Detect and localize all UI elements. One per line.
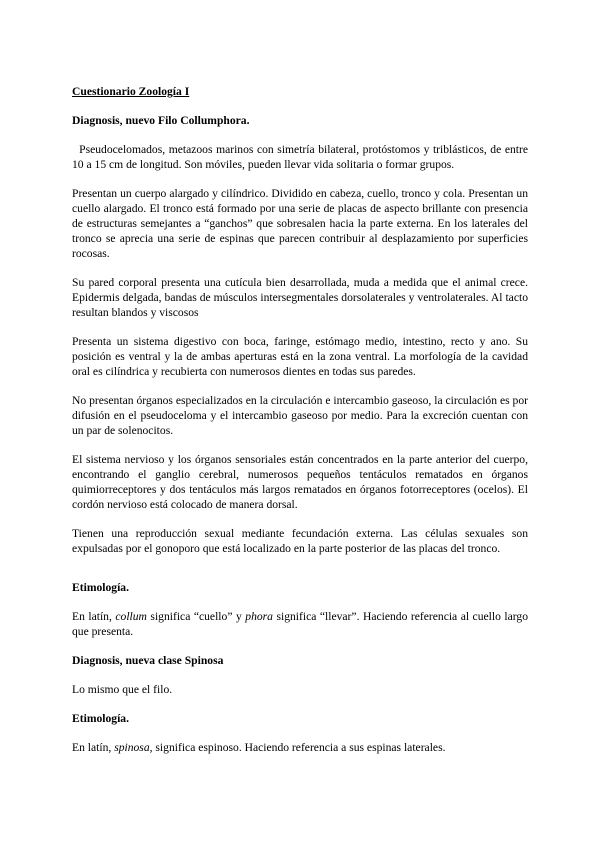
latin-term-phora: phora [245, 610, 273, 623]
phylum-diagnosis-heading: Diagnosis, nuevo Filo Collumphora. [72, 114, 250, 127]
etymology-text-post: significa “llevar”. Haciendo referencia al cuello largo que presenta. [72, 610, 528, 638]
diagnosis-paragraph-7: Tienen una reproducción sexual mediante fecundación externa. Las células sexuales son expulsadas por el gonoporo que está localizado en la parte posterior de las placas del tronco. [72, 527, 528, 555]
class-diagnosis-heading: Diagnosis, nueva clase Spinosa [72, 654, 224, 667]
class-etymology-heading: Etimología. [72, 712, 130, 725]
etymology-text-mid: significa “cuello” y [146, 610, 246, 623]
latin-term-spinosa: spinosa [114, 741, 150, 754]
diagnosis-paragraph-6: El sistema nervioso y los órganos sensoriales están concentrados en la parte anterior del cuerpo, encontrando el ganglio cerebral, numerosos pequeños tentáculos rematados en órganos quimiorreceptores y dos tentáculos más largos rematados en órganos fotorreceptores (ocelos). El cordón nervioso está colocado de manera dorsal. [72, 453, 528, 511]
etymology2-text-post: , significa espinoso. Haciendo referencia a sus espinas laterales. [149, 741, 446, 754]
phylum-etymology-heading: Etimología. [72, 581, 130, 594]
etymology-text-pre: En latín, [72, 610, 116, 623]
diagnosis-paragraph-4: Presenta un sistema digestivo con boca, faringe, estómago medio, intestino, recto y ano. Su posición es ventral y la de ambas aperturas está en la zona ventral. La morfología de la cavidad oral es cilíndrica y recubierta con numerosos dientes en todas sus paredes. [72, 335, 528, 378]
diagnosis-paragraph-2: Presentan un cuerpo alargado y cilíndrico. Dividido en cabeza, cuello, tronco y cola. Presentan un cuello alargado. El tronco está formado por una serie de placas de aspecto brillante con presencia de estructuras semejantes a “ganchos” que sobresalen hacia la parte externa. En los laterales del tronco se aprecia una serie de espinas que parecen contribuir al desplazamiento por superficies rocosas. [72, 187, 528, 260]
document-title: Cuestionario Zoología I [72, 85, 190, 98]
latin-term-collum: collum [115, 610, 147, 623]
etymology2-text-pre: En latín, [72, 741, 115, 754]
diagnosis-paragraph-3: Su pared corporal presenta una cutícula bien desarrollada, muda a medida que el animal crece. Epidermis delgada, bandas de músculos intersegmentales dorsolaterales y ventrolaterales. Al tacto resultan blandos y viscosos [72, 276, 528, 319]
class-etymology-text [72, 740, 528, 755]
diagnosis-paragraph-5: No presentan órganos especializados en la circulación e intercambio gaseoso, la circulación es por difusión en el pseudoceloma y el intercambio gaseoso por medio. Para la excreción cuentan con un par de solenocitos. [72, 394, 528, 437]
class-diagnosis-text: Lo mismo que el filo. [72, 683, 173, 696]
diagnosis-paragraph-1: Pseudocelomados, metazoos marinos con simetría bilateral, protóstomos y triblásticos, de entre 10 a 15 cm de longitud. Son móviles, pueden llevar vida solitaria o formar grupos. [72, 143, 528, 171]
document-page [72, 84, 528, 769]
phylum-etymology-text [72, 609, 528, 639]
